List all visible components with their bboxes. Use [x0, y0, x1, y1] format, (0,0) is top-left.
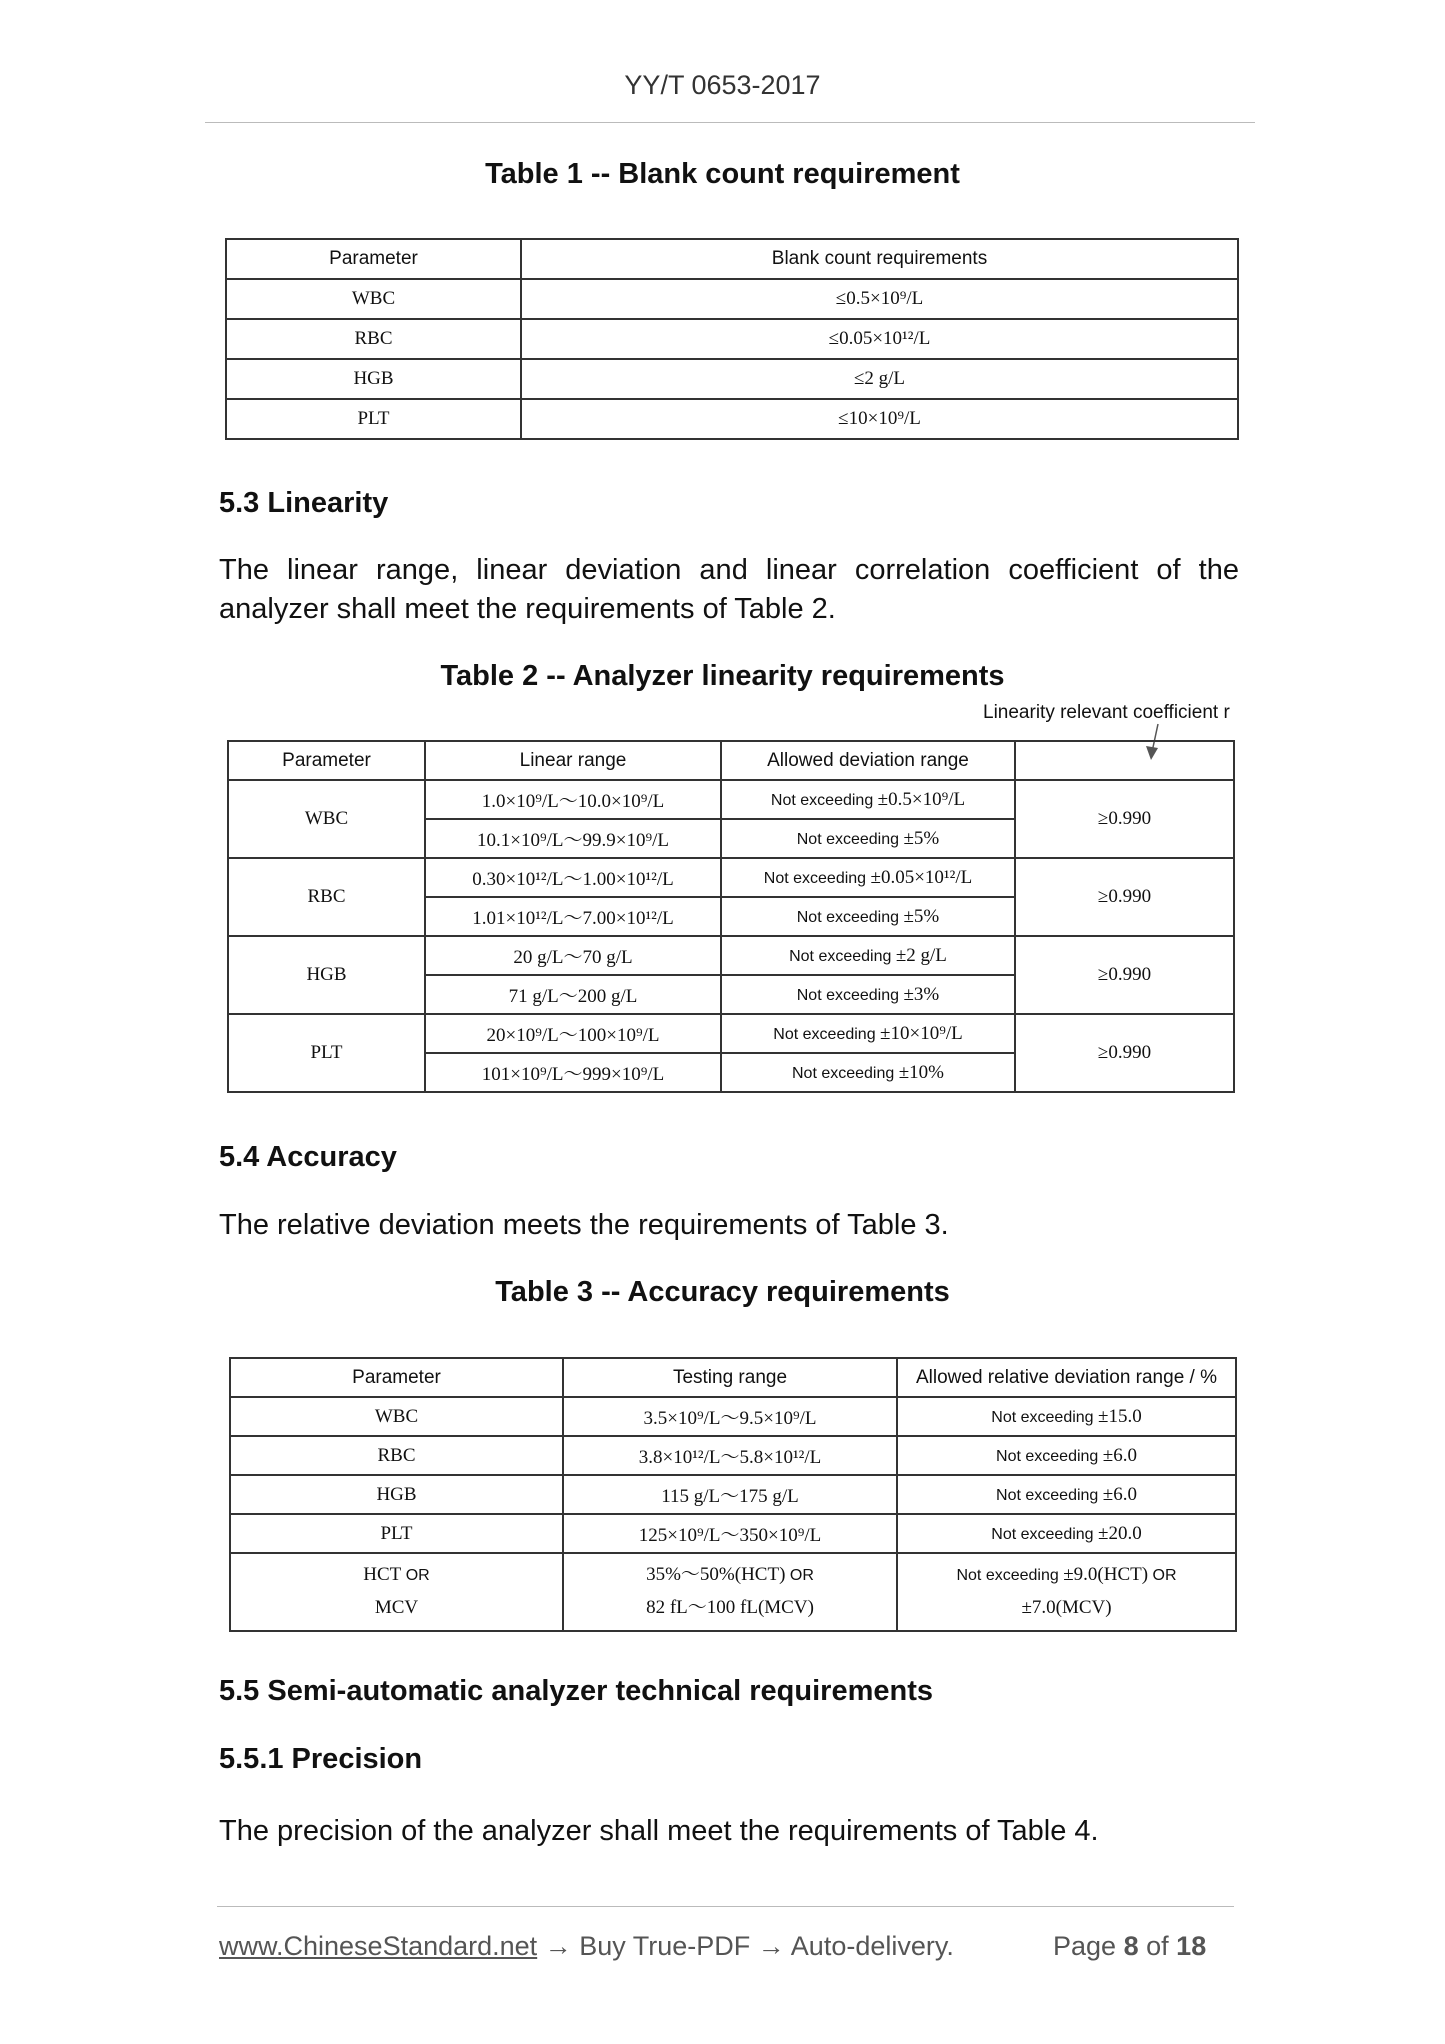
table2-header-r	[1015, 741, 1234, 780]
page-word: Page	[1053, 1931, 1117, 1961]
deviation-value: ±5%	[903, 827, 940, 849]
deviation-prefix: Not exceeding	[796, 908, 900, 926]
table3-header-parameter: Parameter	[230, 1358, 563, 1397]
footer-site-link[interactable]: www.ChineseStandard.net	[219, 1931, 538, 1961]
page-total: 18	[1176, 1931, 1207, 1961]
table2-param: HGB	[228, 936, 425, 1014]
footer-buy-text: Buy True-PDF	[579, 1931, 751, 1961]
table2-param: WBC	[228, 780, 425, 858]
section-5-4-heading: 5.4 Accuracy	[219, 1141, 397, 1173]
table2-header-deviation: Allowed deviation range	[721, 741, 1015, 780]
deviation-prefix: Not exceeding	[789, 947, 892, 965]
deviation-mcv: ±7.0(MCV)	[1021, 1597, 1112, 1618]
deviation-value: ±3%	[903, 983, 940, 1005]
table2-param: PLT	[228, 1014, 425, 1092]
footer-delivery-text: Auto-delivery.	[790, 1931, 954, 1961]
table1-header-requirement: Blank count requirements	[521, 239, 1238, 279]
table2-range: 1.01×10¹²/L～7.00×10¹²/L	[425, 897, 721, 936]
deviation-prefix: Not exceeding	[770, 791, 874, 809]
table1-row-param: RBC	[226, 319, 521, 359]
deviation-prefix: Not exceeding	[796, 830, 900, 848]
page-current: 8	[1123, 1931, 1139, 1961]
table3-param: PLT	[230, 1514, 563, 1553]
table3-deviation	[897, 1436, 1236, 1475]
table2-range: 10.1×10⁹/L～99.9×10⁹/L	[425, 819, 721, 858]
table3-caption: Table 3 -- Accuracy requirements	[495, 1276, 950, 1308]
table1	[225, 238, 1239, 440]
table2-deviation	[721, 936, 1015, 975]
table1-row-param: PLT	[226, 399, 521, 439]
table3-range: 115 g/L～175 g/L	[563, 1475, 897, 1514]
table2-r: ≥0.990	[1015, 858, 1234, 936]
table2-range: 0.30×10¹²/L～1.00×10¹²/L	[425, 858, 721, 897]
table3-param: RBC	[230, 1436, 563, 1475]
table2-param: RBC	[228, 858, 425, 936]
deviation-prefix: Not exceeding	[996, 1486, 1099, 1504]
deviation-prefix: Not exceeding	[773, 1025, 876, 1043]
table3-range-hct-mcv	[563, 1553, 897, 1631]
table2-annotation: Linearity relevant coefficient r	[983, 702, 1230, 723]
deviation-value: ±2 g/L	[895, 944, 947, 966]
deviation-prefix: Not exceeding	[991, 1525, 1094, 1543]
footer-divider	[217, 1906, 1234, 1907]
table1-caption: Table 1 -- Blank count requirement	[485, 158, 960, 190]
deviation-value: ±15.0	[1098, 1405, 1142, 1427]
table3-range: 3.8×10¹²/L～5.8×10¹²/L	[563, 1436, 897, 1475]
deviation-prefix: Not exceeding	[763, 869, 867, 887]
table1-row-value: ≤10×10⁹/L	[521, 399, 1238, 439]
table2-range: 20×10⁹/L～100×10⁹/L	[425, 1014, 721, 1053]
deviation-value: ±6.0	[1102, 1444, 1137, 1466]
section-5-3-heading: 5.3 Linearity	[219, 487, 389, 519]
table1-row-value: ≤2 g/L	[521, 359, 1238, 399]
table2-r: ≥0.990	[1015, 780, 1234, 858]
table3-header-deviation: Allowed relative deviation range / %	[897, 1358, 1236, 1397]
table1-header-parameter: Parameter	[226, 239, 521, 279]
arrow-icon: →	[757, 1931, 785, 1961]
table1-row-value: ≤0.5×10⁹/L	[521, 279, 1238, 319]
table3-param-hct-mcv	[230, 1553, 563, 1631]
table2-range: 71 g/L～200 g/L	[425, 975, 721, 1014]
deviation-prefix: Not exceeding	[991, 1408, 1094, 1426]
table1-row-value: ≤0.05×10¹²/L	[521, 319, 1238, 359]
table3-deviation	[897, 1397, 1236, 1436]
table3-deviation	[897, 1514, 1236, 1553]
deviation-value: ±6.0	[1102, 1483, 1137, 1505]
table3-range: 3.5×10⁹/L～9.5×10⁹/L	[563, 1397, 897, 1436]
table3-param: WBC	[230, 1397, 563, 1436]
table2-header-range: Linear range	[425, 741, 721, 780]
header-divider	[205, 122, 1255, 123]
deviation-prefix: Not exceeding	[791, 1064, 895, 1082]
table2-r: ≥0.990	[1015, 1014, 1234, 1092]
deviation-value: ±5%	[903, 905, 940, 927]
range-hct: 35%～50%(HCT)	[646, 1564, 786, 1585]
table1-row-param: WBC	[226, 279, 521, 319]
table2-range: 101×10⁹/L～999×10⁹/L	[425, 1053, 721, 1092]
table2-deviation	[721, 975, 1015, 1014]
table2-range: 1.0×10⁹/L～10.0×10⁹/L	[425, 780, 721, 819]
section-5-5-heading: 5.5 Semi-automatic analyzer technical requirements	[219, 1675, 933, 1707]
section-5-5-1-heading: 5.5.1 Precision	[219, 1743, 423, 1775]
table2-r: ≥0.990	[1015, 936, 1234, 1014]
deviation-prefix: Not exceeding	[996, 1447, 1099, 1465]
table3-range: 125×10⁹/L～350×10⁹/L	[563, 1514, 897, 1553]
section-5-3-text: The linear range, linear deviation and linear correlation coefficient of the analyzer shall meet the requirements of Table 2.	[219, 554, 1239, 625]
table2-deviation	[721, 1014, 1015, 1053]
table2-deviation	[721, 897, 1015, 936]
table2-caption: Table 2 -- Analyzer linearity requirements	[440, 660, 1005, 692]
deviation-value: ±10×10⁹/L	[880, 1022, 963, 1044]
table2-deviation	[721, 819, 1015, 858]
table2	[227, 740, 1235, 1093]
table3-deviation	[897, 1475, 1236, 1514]
param-mcv: MCV	[374, 1597, 419, 1618]
document-id: YY/T 0653-2017	[624, 70, 821, 100]
table2-range: 20 g/L～70 g/L	[425, 936, 721, 975]
section-5-5-1-text: The precision of the analyzer shall meet the requirements of Table 4.	[219, 1815, 1099, 1847]
param-hct: HCT	[363, 1564, 402, 1585]
table3-header-range: Testing range	[563, 1358, 897, 1397]
deviation-hct: ±9.0(HCT)	[1063, 1564, 1149, 1585]
or-label: OR	[1152, 1567, 1177, 1584]
range-mcv: 82 fL～100 fL(MCV)	[646, 1597, 814, 1618]
deviation-value: ±0.5×10⁹/L	[877, 788, 966, 810]
table3-deviation-hct-mcv	[897, 1553, 1236, 1631]
table1-row-param: HGB	[226, 359, 521, 399]
page-number	[1053, 1931, 1206, 1962]
table3	[229, 1357, 1237, 1632]
deviation-value: ±0.05×10¹²/L	[870, 866, 973, 888]
table2-header-parameter: Parameter	[228, 741, 425, 780]
arrow-icon: →	[544, 1931, 572, 1961]
footer-links	[219, 1931, 954, 1962]
table2-deviation	[721, 1053, 1015, 1092]
table3-param: HGB	[230, 1475, 563, 1514]
deviation-prefix: Not exceeding	[956, 1567, 1059, 1584]
table2-deviation	[721, 858, 1015, 897]
section-5-4-text: The relative deviation meets the requirements of Table 3.	[219, 1209, 949, 1241]
table2-deviation	[721, 780, 1015, 819]
deviation-value: ±10%	[898, 1061, 944, 1083]
or-label: OR	[405, 1567, 430, 1584]
of-word: of	[1146, 1931, 1169, 1961]
deviation-value: ±20.0	[1098, 1522, 1142, 1544]
deviation-prefix: Not exceeding	[796, 986, 900, 1004]
or-label: OR	[789, 1567, 814, 1584]
